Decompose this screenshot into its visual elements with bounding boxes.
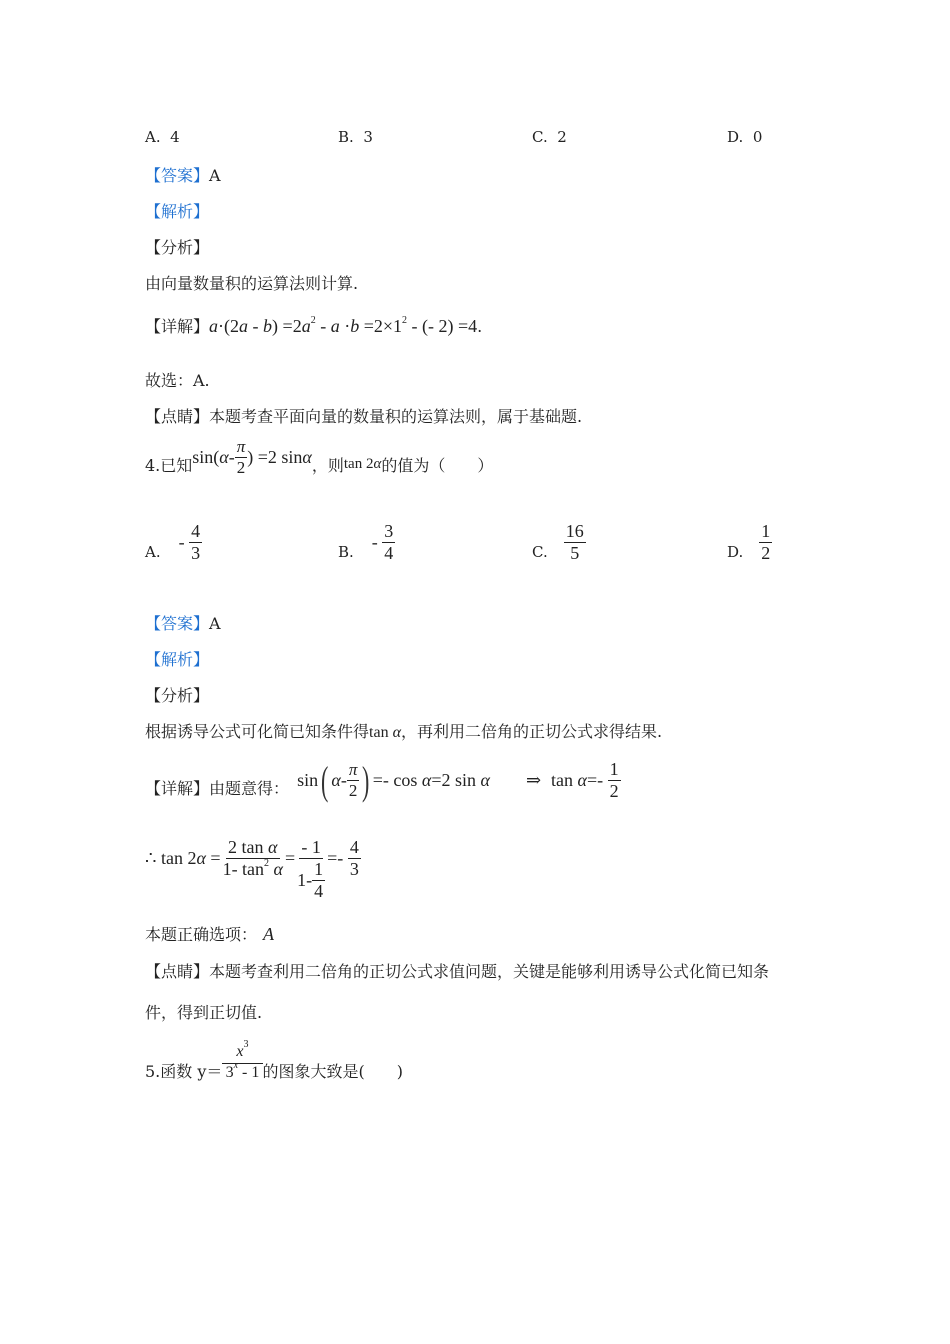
superscript: x [233, 1060, 239, 1071]
formula-part: 3 [225, 1064, 234, 1081]
q3-option-c [532, 128, 567, 146]
q3-fenxi-text: 由向量数量积的运算法则计算. [145, 274, 359, 293]
formula-part: 1- tan [222, 858, 265, 879]
fraction [608, 760, 621, 801]
var-alpha: α [421, 769, 432, 790]
numerator [226, 838, 279, 859]
var-alpha: α [268, 837, 278, 857]
q4-dianjing-line2: 件，得到正切值. [145, 1003, 263, 1022]
q4-tan2a [344, 456, 381, 473]
question-number: 5.函数 y＝ [145, 1061, 223, 1081]
q4-jiexi-tag: 【解析】 [145, 650, 210, 669]
denominator [221, 859, 285, 879]
formula-part: = [285, 848, 296, 868]
q3-answer-line: 【答案】A [145, 166, 221, 185]
fraction-pi-over-2 [235, 438, 248, 477]
denominator: 2 [348, 780, 358, 800]
inner-fraction [312, 860, 325, 901]
q4-detail-line [145, 752, 621, 808]
formula-part: = [205, 848, 221, 868]
var-b: b [263, 316, 273, 336]
formula-part: ·(2 [218, 316, 240, 336]
answer-tag: 答案 [161, 166, 194, 185]
q3-option-a [145, 128, 180, 146]
q3-option-b [338, 128, 373, 146]
formula-part: - [340, 769, 347, 790]
formula-part: =- cos [372, 769, 418, 790]
fraction [382, 522, 395, 563]
formula-part: tan [551, 769, 574, 790]
formula-part: ) =2 [272, 316, 302, 336]
q4-fenxi-tag: 【分析】 [145, 686, 210, 705]
formula-part: tan [369, 724, 393, 741]
denominator: 5 [570, 542, 580, 563]
q4-option-c [532, 522, 586, 563]
q4-fenxi-text [145, 719, 662, 742]
q4-answer-line: 【答案】A [145, 614, 221, 633]
numerator [222, 1039, 262, 1064]
dianjing-label: 点睛 [161, 962, 194, 981]
formula-part: sin [297, 769, 319, 790]
jiexi-label: 解析 [161, 650, 194, 669]
fraction-tan-double [221, 838, 285, 879]
q4-option-d [727, 522, 772, 563]
superscript: 2 [310, 315, 316, 326]
q3-fenxi-tag: 【分析】 [145, 238, 210, 257]
var-a: a [239, 316, 249, 336]
q4-condition [192, 438, 312, 477]
formula-part: - [315, 316, 331, 336]
detail-label: 详解 [161, 317, 194, 336]
formula-part: - (- 2) =4 [407, 316, 478, 336]
formula-part: =2×1 [359, 316, 403, 336]
denominator: 2 [236, 457, 246, 477]
formula-part: =2 sin [431, 769, 476, 790]
option-label: C. [532, 542, 548, 561]
correct-value: A [263, 924, 275, 944]
var-a: a [301, 316, 311, 336]
q3-detail-formula [209, 316, 477, 336]
q4-stem [145, 436, 494, 486]
denominator: 3 [191, 542, 201, 563]
q3-jiexi-tag: 【解析】 [145, 202, 210, 221]
answer-value: A [209, 614, 221, 633]
var-alpha: α [480, 769, 490, 790]
denominator: 2 [761, 542, 771, 563]
formula-part: =- [586, 769, 604, 790]
implies-symbol: ⇒ [525, 769, 542, 790]
denominator: 4 [384, 542, 394, 563]
option-value: 3 [363, 128, 373, 146]
numerator: - 1 [301, 837, 321, 857]
fenxi-text: 根据诱导公式可化简已知条件得 [145, 722, 370, 741]
option-value: 0 [752, 128, 763, 146]
fraction [189, 522, 202, 563]
option-value [179, 522, 203, 563]
var-alpha: α [269, 858, 283, 879]
var-alpha: α [373, 455, 382, 472]
formula-part: - [248, 316, 264, 336]
formula-part: - [228, 446, 235, 467]
var-alpha: α [219, 446, 229, 467]
stem-text: 的值为（ ） [381, 455, 494, 475]
q4-option-b [338, 522, 395, 563]
numerator: π [348, 759, 358, 779]
jiexi-label: 解析 [161, 202, 194, 221]
var-x: x [236, 1043, 244, 1061]
numerator: 16 [565, 521, 584, 541]
superscript: 3 [243, 1039, 249, 1051]
numerator: 1 [761, 521, 771, 541]
numerator: 1 [609, 758, 619, 779]
q5-stem [145, 1037, 403, 1089]
fraction-result [348, 838, 361, 879]
detail-tag: 【详解】由题意得： [145, 778, 290, 798]
option-label: C. [532, 128, 548, 146]
q3-conclusion: 故选：A. [145, 371, 210, 390]
right-paren: ) [362, 757, 370, 803]
fraction-pi-over-2 [347, 761, 360, 800]
q5-function-fraction [222, 1039, 262, 1082]
fenxi-text: ，再利用二倍角的正切公式求得结果. [400, 722, 663, 741]
q4-dianjing-line: 【点睛】本题考查利用二倍角的正切公式求值问题，关键是能够利用诱导公式化简已知条 [145, 962, 770, 981]
formula-part: =- [327, 848, 344, 868]
superscript: 2 [264, 857, 270, 869]
q4-correct-line [145, 922, 274, 945]
q3-detail-line [145, 314, 482, 337]
formula-part: ) =2 sin [247, 446, 303, 467]
formula-part: sin( [192, 446, 220, 467]
question-number: 4.已知 [145, 455, 193, 475]
numerator: 3 [384, 521, 394, 541]
q4-option-a [145, 522, 202, 563]
numerator: 4 [349, 837, 359, 857]
stem-text: ，则 [311, 455, 344, 475]
var-alpha: α [392, 724, 401, 741]
formula-part: - 1 [238, 1064, 260, 1081]
var-a: a [209, 316, 219, 336]
option-value: 2 [557, 128, 567, 146]
fraction-compound [295, 838, 327, 901]
fenxi-label: 分析 [161, 238, 194, 257]
var-alpha: α [577, 769, 587, 790]
var-alpha: α [331, 769, 341, 790]
superscript: 2 [402, 315, 408, 326]
formula-part: 1- [297, 869, 313, 890]
formula-part: · [339, 316, 351, 336]
left-paren: ( [321, 757, 329, 803]
dianjing-text: 本题考查平面向量的数量积的运算法则，属于基础题. [209, 407, 583, 426]
sign: - [371, 531, 378, 552]
option-label: A. [145, 128, 161, 146]
fraction [759, 522, 772, 563]
var-alpha: α [302, 446, 312, 467]
period: . [477, 317, 483, 336]
correct-text: 本题正确选项： [145, 925, 258, 944]
fenxi-label: 分析 [161, 686, 194, 705]
option-value [759, 522, 772, 563]
answer-value: A [209, 166, 221, 185]
denominator [295, 859, 327, 901]
option-label: D. [727, 542, 744, 561]
sign: - [178, 531, 185, 552]
var-alpha: α [196, 848, 206, 868]
dianjing-label: 点睛 [161, 407, 194, 426]
detail-lead: 由题意得： [209, 778, 290, 798]
formula-part: tan 2 [343, 455, 374, 472]
formula-part: ∴ tan 2 [145, 848, 197, 868]
option-value [372, 522, 396, 563]
var-b: b [350, 316, 360, 336]
denominator [224, 1060, 262, 1082]
dianjing-text: 本题考查利用二倍角的正切公式求值问题，关键是能够利用诱导公式化简已知条 [209, 962, 770, 981]
denominator: 4 [314, 880, 324, 901]
option-label: A. [145, 542, 161, 561]
stem-text: 的图象大致是( ) [262, 1061, 404, 1081]
therefore-lead [145, 848, 221, 869]
numerator: π [236, 436, 246, 456]
denominator: 3 [349, 858, 359, 879]
detail-tag: 【详解】 [145, 317, 210, 336]
numerator: 1 [314, 858, 324, 879]
fenxi-formula [369, 724, 401, 741]
detail-label: 详解 [161, 778, 194, 798]
numerator: 4 [191, 521, 201, 541]
option-label: D. [727, 128, 744, 146]
option-label: B. [338, 128, 354, 146]
fraction [564, 522, 586, 563]
q3-dianjing-line: 【点睛】本题考查平面向量的数量积的运算法则，属于基础题. [145, 407, 583, 426]
option-value [564, 522, 586, 563]
q4-detail-formula [297, 757, 621, 804]
q3-option-d [727, 128, 762, 146]
answer-tag: 答案 [161, 614, 194, 633]
option-value: 4 [170, 128, 180, 146]
formula-part: 2 tan [228, 837, 269, 857]
var-a: a [330, 316, 340, 336]
denominator: 2 [609, 780, 619, 801]
q4-therefore-line [145, 836, 361, 912]
option-label: B. [338, 542, 354, 561]
